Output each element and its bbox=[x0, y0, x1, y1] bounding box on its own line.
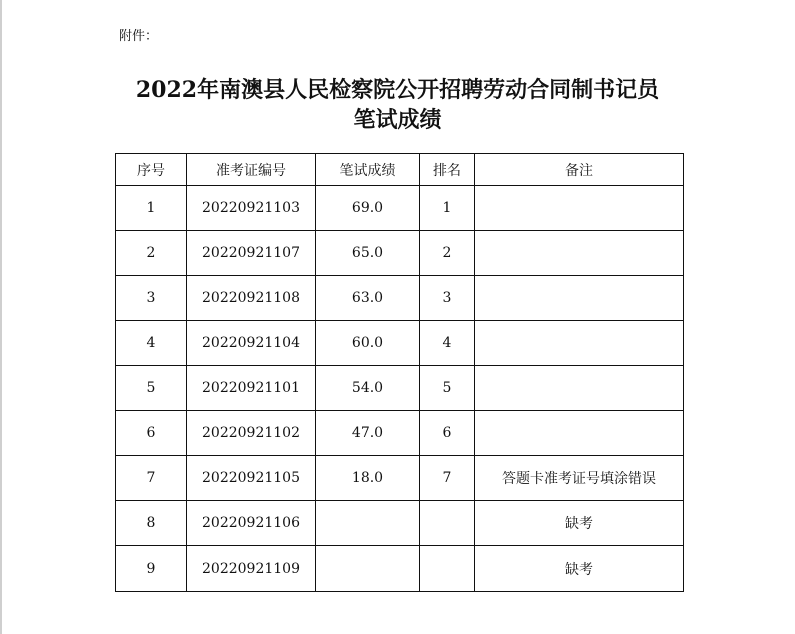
cell-exam-id: 20220921105 bbox=[187, 456, 316, 501]
cell-score: 65.0 bbox=[316, 231, 420, 276]
cell-rank: 1 bbox=[420, 186, 475, 231]
cell-score bbox=[316, 501, 420, 546]
cell-rank: 2 bbox=[420, 231, 475, 276]
table-row bbox=[116, 501, 684, 546]
cell-rank: 6 bbox=[420, 411, 475, 456]
table-row bbox=[116, 456, 684, 501]
cell-note bbox=[475, 231, 684, 276]
table-body bbox=[116, 186, 684, 592]
header-score: 笔试成绩 bbox=[316, 154, 420, 186]
cell-seq: 6 bbox=[116, 411, 187, 456]
cell-exam-id: 20220921103 bbox=[187, 186, 316, 231]
header-seq: 序号 bbox=[116, 154, 187, 186]
cell-score: 60.0 bbox=[316, 321, 420, 366]
cell-score: 18.0 bbox=[316, 456, 420, 501]
cell-seq: 2 bbox=[116, 231, 187, 276]
attachment-label: 附件： bbox=[119, 29, 159, 44]
table-row bbox=[116, 276, 684, 321]
document-subtitle: 笔试成绩 bbox=[353, 107, 442, 133]
cell-rank bbox=[420, 546, 475, 592]
cell-exam-id: 20220921104 bbox=[187, 321, 316, 366]
header-rank: 排名 bbox=[420, 154, 475, 186]
cell-seq: 1 bbox=[116, 186, 187, 231]
cell-exam-id: 20220921106 bbox=[187, 501, 316, 546]
cell-note bbox=[475, 321, 684, 366]
cell-rank: 4 bbox=[420, 321, 475, 366]
table-header bbox=[116, 154, 684, 186]
cell-rank bbox=[420, 501, 475, 546]
cell-note: 缺考 bbox=[475, 546, 684, 592]
cell-exam-id: 20220921109 bbox=[187, 546, 316, 592]
scores-table bbox=[115, 153, 684, 592]
header-row bbox=[116, 154, 684, 186]
cell-note bbox=[475, 411, 684, 456]
header-exam-id: 准考证编号 bbox=[187, 154, 316, 186]
cell-exam-id: 20220921108 bbox=[187, 276, 316, 321]
cell-exam-id: 20220921102 bbox=[187, 411, 316, 456]
cell-seq: 7 bbox=[116, 456, 187, 501]
cell-note bbox=[475, 186, 684, 231]
cell-rank: 7 bbox=[420, 456, 475, 501]
cell-seq: 5 bbox=[116, 366, 187, 411]
cell-seq: 4 bbox=[116, 321, 187, 366]
cell-seq: 8 bbox=[116, 501, 187, 546]
table-row bbox=[116, 231, 684, 276]
cell-exam-id: 20220921101 bbox=[187, 366, 316, 411]
cell-score: 47.0 bbox=[316, 411, 420, 456]
table-row bbox=[116, 411, 684, 456]
cell-seq: 9 bbox=[116, 546, 187, 592]
cell-note: 答题卡准考证号填涂错误 bbox=[475, 456, 684, 501]
cell-seq: 3 bbox=[116, 276, 187, 321]
table-row bbox=[116, 546, 684, 592]
document-title: 2022年南澳县人民检察院公开招聘劳动合同制书记员 bbox=[135, 77, 660, 103]
cell-note bbox=[475, 276, 684, 321]
cell-note: 缺考 bbox=[475, 501, 684, 546]
cell-rank: 5 bbox=[420, 366, 475, 411]
header-note: 备注 bbox=[475, 154, 684, 186]
cell-score bbox=[316, 546, 420, 592]
cell-exam-id: 20220921107 bbox=[187, 231, 316, 276]
cell-score: 63.0 bbox=[316, 276, 420, 321]
table-row bbox=[116, 186, 684, 231]
table-row bbox=[116, 321, 684, 366]
cell-score: 54.0 bbox=[316, 366, 420, 411]
cell-note bbox=[475, 366, 684, 411]
table-row bbox=[116, 366, 684, 411]
cell-score: 69.0 bbox=[316, 186, 420, 231]
cell-rank: 3 bbox=[420, 276, 475, 321]
